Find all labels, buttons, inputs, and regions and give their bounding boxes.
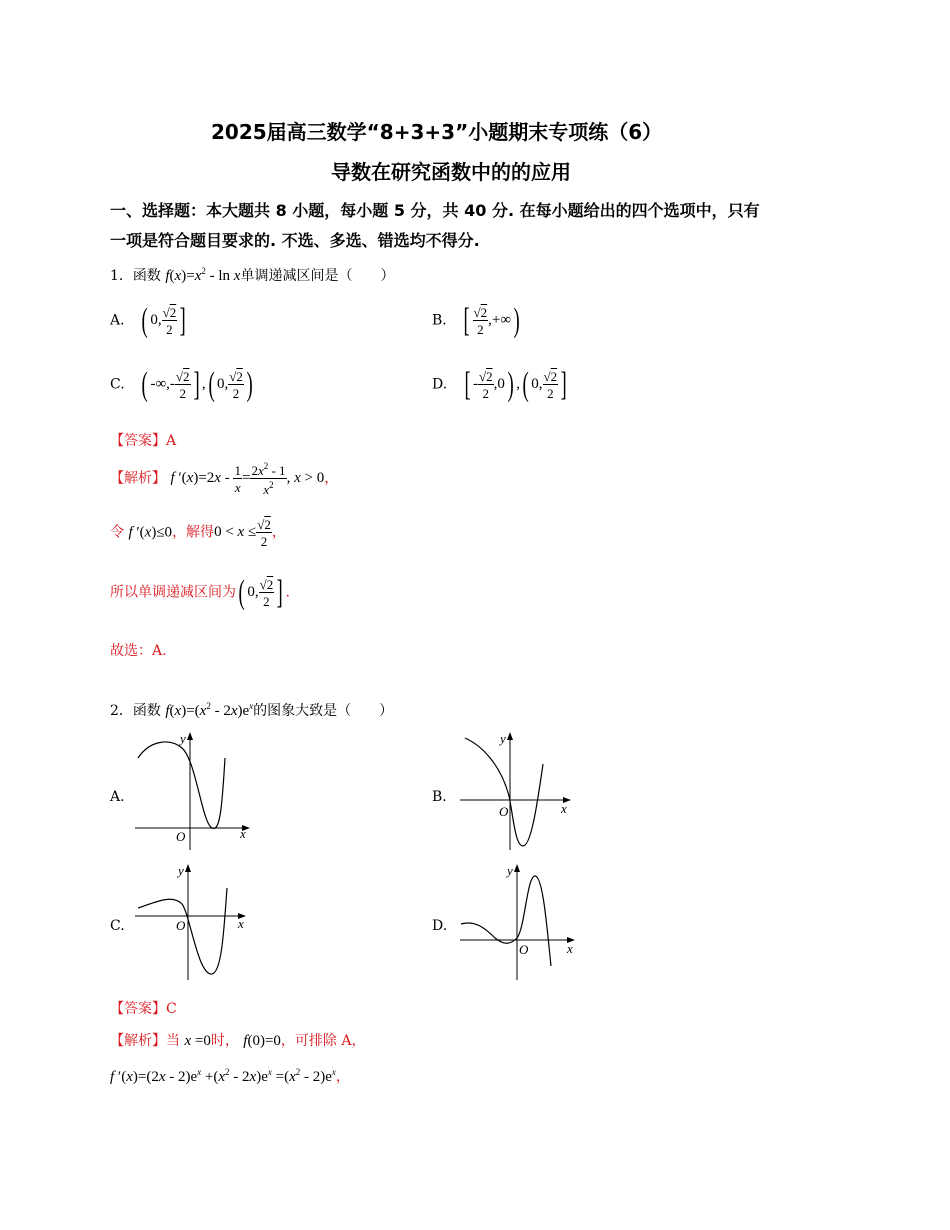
q2-option-a-label: A. bbox=[110, 789, 125, 805]
q2-answer: 【答案】C bbox=[110, 1001, 177, 1017]
q1-option-d: D. [ - $\frac{√2}{2}$ ,0) ,( 0, $\frac{√2}{2}$ ] bbox=[432, 366, 567, 403]
svg-text:x: x bbox=[240, 826, 246, 841]
svg-text:x: x bbox=[567, 941, 573, 956]
q1-analysis-line4: 故选：A. bbox=[110, 643, 167, 659]
page-subtitle: 导数在研究函数中的的应用 bbox=[331, 160, 571, 184]
q2-graph-c bbox=[130, 858, 260, 983]
q1-answer: 【答案】A bbox=[110, 433, 177, 449]
q2-analysis-line2: f $'(x)=(2x - 2)e^x +(x^2 - 2x)e^x =(x^2 - 2)e^x$， bbox=[110, 1067, 350, 1085]
svg-text:y: y bbox=[178, 863, 184, 878]
svg-text:y: y bbox=[180, 731, 186, 746]
svg-text:O: O bbox=[519, 942, 529, 957]
svg-text:x: x bbox=[561, 801, 567, 816]
svg-text:O: O bbox=[499, 804, 509, 819]
q2-graph-b bbox=[455, 728, 585, 853]
q1-option-c: C. ( -∞,- $\frac{√2}{2}$ ] ,( 0, $\frac{√2}{2}$ ) bbox=[110, 366, 253, 403]
question-2-stem: 2．函数 $f(x)=(x^2 - 2x)e^x$的图象大致是（ ） bbox=[110, 701, 394, 719]
section-heading-line1: 一、选择题：本大题共 8 小题，每小题 5 分，共 40 分. 在每小题给出的四个选项中，只有 bbox=[110, 201, 760, 220]
q1-analysis-line1: 【解析】 f ′(x)=2x - $\frac{1}{x}$ = $\frac{2x^2 - 1}{x^2}$ , x > 0， bbox=[110, 461, 339, 497]
question-1-stem: 1．函数 $f(x)=x^2 - \ln x$单调递减区间是（ ） bbox=[110, 266, 395, 284]
q1-option-a: A. ( 0, $\frac{√2}{2}$ ] bbox=[110, 302, 187, 339]
svg-text:y: y bbox=[507, 863, 513, 878]
page-title: 2025届高三数学“8+3+3”小题期末专项练（6） bbox=[211, 120, 663, 144]
svg-text:O: O bbox=[176, 829, 186, 844]
q1-analysis-line3: 所以单调递减区间为( 0, $\frac{√2}{2}$ ] . bbox=[110, 574, 290, 611]
q1-analysis-line2: 令 f ′(x)≤0，解得0 < x ≤ $\frac{√2}{2}$ ， bbox=[110, 517, 286, 549]
svg-text:x: x bbox=[238, 916, 244, 931]
svg-text:y: y bbox=[500, 731, 506, 746]
q2-graph-d bbox=[455, 858, 585, 983]
svg-text:O: O bbox=[176, 918, 186, 933]
q1-option-b: B. [ $\frac{√2}{2}$ ,+∞) bbox=[432, 302, 520, 339]
section-heading-line2: 一项是符合题目要求的. 不选、多选、错选均不得分. bbox=[110, 231, 480, 250]
q2-option-d-label: D. bbox=[432, 918, 448, 934]
q2-option-c-label: C. bbox=[110, 918, 125, 934]
q2-option-b-label: B. bbox=[432, 789, 447, 805]
q2-analysis-line1: 【解析】当 x =0时， f(0)=0，可排除 A， bbox=[110, 1033, 366, 1049]
q2-graph-a bbox=[130, 728, 260, 853]
